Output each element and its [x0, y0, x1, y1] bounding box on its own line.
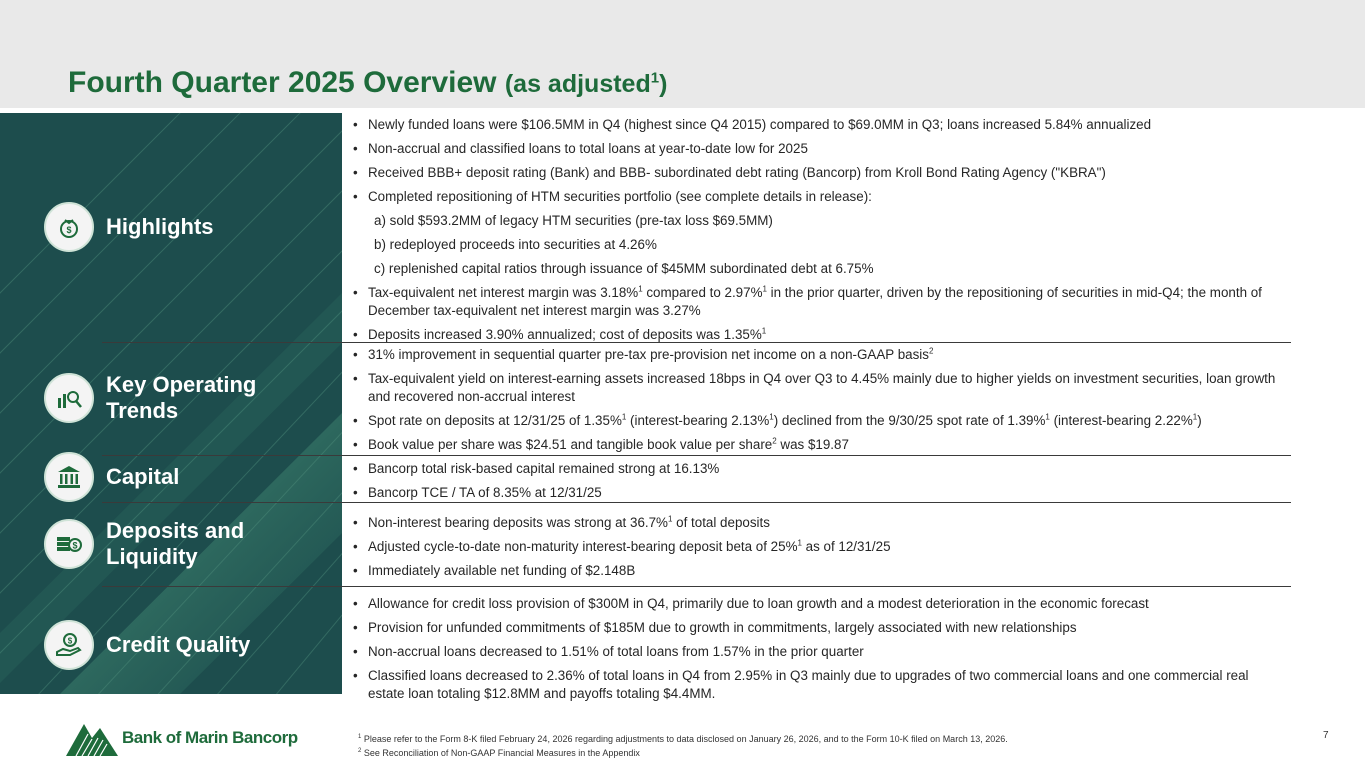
highlights-bullet-list	[350, 116, 1285, 350]
list-item: • Adjusted cycle-to-date non-maturity interest-bearing deposit beta of 25%$^1$ as of 12/31/25	[350, 538, 1285, 556]
section-key-operating-trends	[44, 372, 276, 424]
list-item: • Spot rate on deposits at 12/31/25 of 1.35%$^1$ (interest-bearing 2.13%$^1$) declined from the 9/30/25 spot rate of 1.39%$^1$ (interest-bearing 2.22%$^1$)	[350, 412, 1285, 430]
list-item: • Non-accrual and classified loans to total loans at year-to-date low for 2025	[350, 140, 1285, 158]
credit-quality-bullet-list	[350, 595, 1285, 709]
logo-wordmark: Bank of Marin Bancorp	[122, 728, 298, 747]
hand-coin-icon	[44, 620, 94, 670]
list-item: • Book value per share was $24.51 and tangible book value per share$^2$ was $19.87	[350, 436, 1285, 454]
deposits-liquidity-bullet-list	[350, 514, 1285, 586]
svg-text:$: $	[72, 540, 78, 551]
list-item: • Bancorp total risk-based capital remained strong at 16.13%	[350, 460, 1285, 478]
section-label-highlights: Highlights	[106, 214, 214, 239]
company-logo	[66, 718, 298, 758]
list-item: • Deposits increased 3.90% annualized; cost of deposits was 1.35%$^1$	[350, 326, 1285, 344]
list-item: • Newly funded loans were $106.5MM in Q4 (highest since Q4 2015) compared to $69.0MM in Q3; loans increased 5.84% annualized	[350, 116, 1285, 134]
list-item: • 31% improvement in sequential quarter pre-tax pre-provision net income on a non-GAAP basis$^2$	[350, 346, 1285, 364]
cash-stack-icon	[44, 519, 94, 569]
section-credit-quality	[44, 620, 250, 670]
bank-building-icon	[44, 452, 94, 502]
section-label-capital: Capital	[106, 464, 180, 489]
list-item: • Classified loans decreased to 2.36% of total loans in Q4 from 2.95% in Q3 mainly due to upgrades of two commercial loans and one commercial real estate loan totaling $12.8MM and payoffs totaling $4.4MM.	[350, 667, 1285, 703]
money-bag-icon	[44, 202, 94, 252]
list-item: • Non-accrual loans decreased to 1.51% of total loans from 1.57% in the prior quarter	[350, 643, 1285, 661]
section-label-credit-quality: Credit Quality	[106, 632, 251, 657]
list-item: • Immediately available net funding of $2.148B	[350, 562, 1285, 580]
footnote-2: $^2$ See Reconciliation of Non-GAAP Financial Measures in the Appendix	[358, 748, 640, 758]
list-sub-item: a) sold $593.2MM of legacy HTM securities (pre-tax loss $69.5MM)	[374, 213, 773, 228]
list-item: • Non-interest bearing deposits was strong at 36.7%$^1$ of total deposits	[350, 514, 1285, 532]
list-sub-item: b) redeployed proceeds into securities at 4.26%	[374, 237, 657, 252]
footnote-1: $^1$ Please refer to the Form 8-K filed February 24, 2026 regarding adjustments to data disclosed on January 26, 2026, and to the Form 10-K filed on March 13, 2026.	[358, 734, 1008, 744]
list-item: • Completed repositioning of HTM securities portfolio (see complete details in release):	[350, 188, 1285, 206]
svg-text:$: $	[66, 225, 72, 235]
list-item: • Bancorp TCE / TA of 8.35% at 12/31/25	[350, 484, 1285, 502]
mountain-trees-logo-icon	[66, 718, 120, 758]
section-label-deposits-liquidity: Deposits and Liquidity	[106, 518, 245, 569]
section-panel	[0, 113, 342, 694]
chart-magnifier-icon	[44, 373, 94, 423]
list-item: • Allowance for credit loss provision of $300M in Q4, primarily due to loan growth and a modest deterioration in the economic forecast	[350, 595, 1285, 613]
section-capital	[44, 452, 179, 502]
list-item: • Received BBB+ deposit rating (Bank) and BBB- subordinated debt rating (Bancorp) from Kroll Bond Rating Agency ("KBRA")	[350, 164, 1285, 182]
footnotes	[358, 731, 1008, 759]
list-sub-item: c) replenished capital ratios through issuance of $45MM subordinated debt at 6.75%	[374, 261, 874, 276]
section-highlights	[44, 202, 214, 252]
list-item: • Provision for unfunded commitments of $185M due to growth in commitments, largely associated with new relationships	[350, 619, 1285, 637]
key-operating-trends-bullet-list	[350, 346, 1285, 460]
capital-bullet-list	[350, 460, 1285, 508]
list-item: • Tax-equivalent net interest margin was 3.18%$^1$ compared to 2.97%$^1$ in the prior quarter, driven by the repositioning of securities in mid-Q4; the month of December tax-equivalent net interest margin was 3.27%	[350, 284, 1285, 320]
section-divider	[102, 586, 1291, 587]
page-number: 7	[1323, 730, 1329, 741]
page-title: Fourth Quarter 2025 Overview (as adjusted$^1$)	[68, 66, 668, 99]
section-deposits-liquidity	[44, 518, 276, 570]
list-item: • Tax-equivalent yield on interest-earning assets increased 18bps in Q4 over Q3 to 4.45% mainly due to higher yields on investment securities, loan growth and recovered non-accrual interest	[350, 370, 1285, 406]
section-label-key-operating-trends: Key Operating Trends	[106, 372, 257, 423]
svg-text:$: $	[67, 636, 73, 646]
